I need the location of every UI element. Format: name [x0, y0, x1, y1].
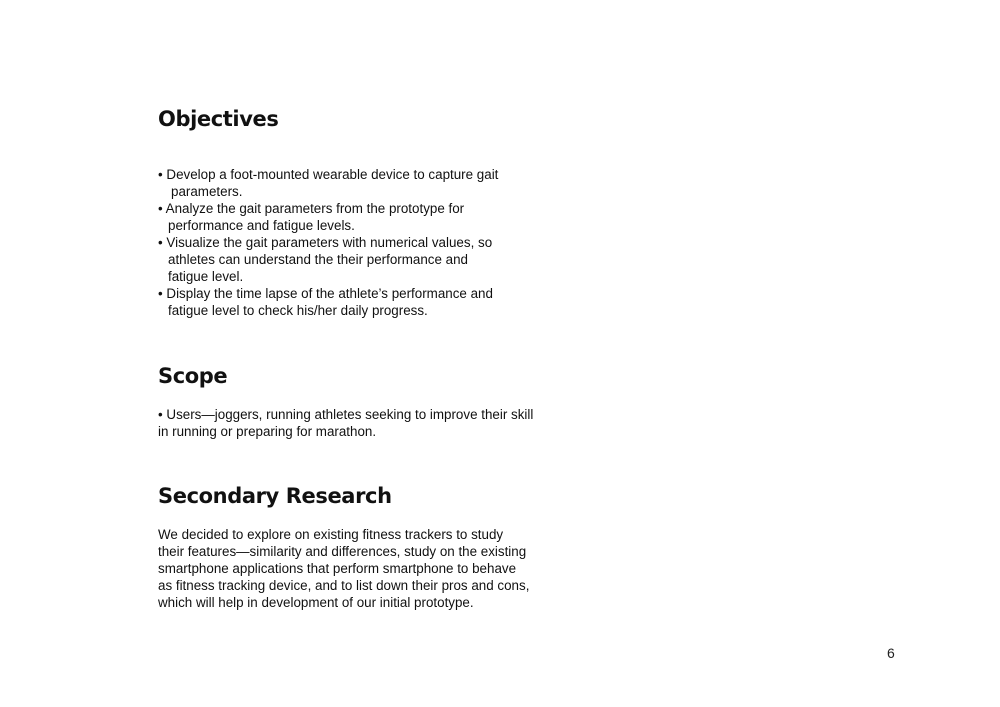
objectives-line: parameters.: [171, 184, 243, 199]
secondary-research-line: which will help in development of our initial prototype.: [158, 595, 474, 610]
objectives-line: • Analyze the gait parameters from the prototype for: [158, 201, 465, 216]
secondary-research-heading: Secondary Research: [158, 484, 392, 508]
objectives-heading: Objectives: [158, 107, 279, 131]
objectives-list: [158, 166, 498, 319]
secondary-research-text: [158, 526, 529, 611]
scope-text: [158, 406, 533, 440]
secondary-research-line: smartphone applications that perform smartphone to behave: [158, 561, 517, 576]
secondary-research-line: We decided to explore on existing fitness trackers to study: [158, 527, 504, 542]
secondary-research-line: their features—similarity and differences, study on the existing: [158, 544, 527, 559]
objectives-line: fatigue level.: [168, 269, 244, 284]
objectives-line: • Develop a foot-mounted wearable device to capture gait: [158, 167, 499, 182]
scope-heading: Scope: [158, 364, 228, 388]
scope-line: in running or preparing for marathon.: [158, 424, 377, 439]
scope-line: • Users—joggers, running athletes seeking to improve their skill: [158, 407, 534, 422]
objectives-line: fatigue level to check his/her daily progress.: [168, 303, 428, 318]
objectives-line: performance and fatigue levels.: [168, 218, 355, 233]
secondary-research-line: as fitness tracking device, and to list down their pros and cons,: [158, 578, 530, 593]
objectives-line: athletes can understand the their performance and: [168, 252, 468, 267]
objectives-line: • Display the time lapse of the athlete’s performance and: [158, 286, 493, 301]
page-number: 6: [887, 645, 895, 661]
objectives-line: • Visualize the gait parameters with numerical values, so: [158, 235, 493, 250]
